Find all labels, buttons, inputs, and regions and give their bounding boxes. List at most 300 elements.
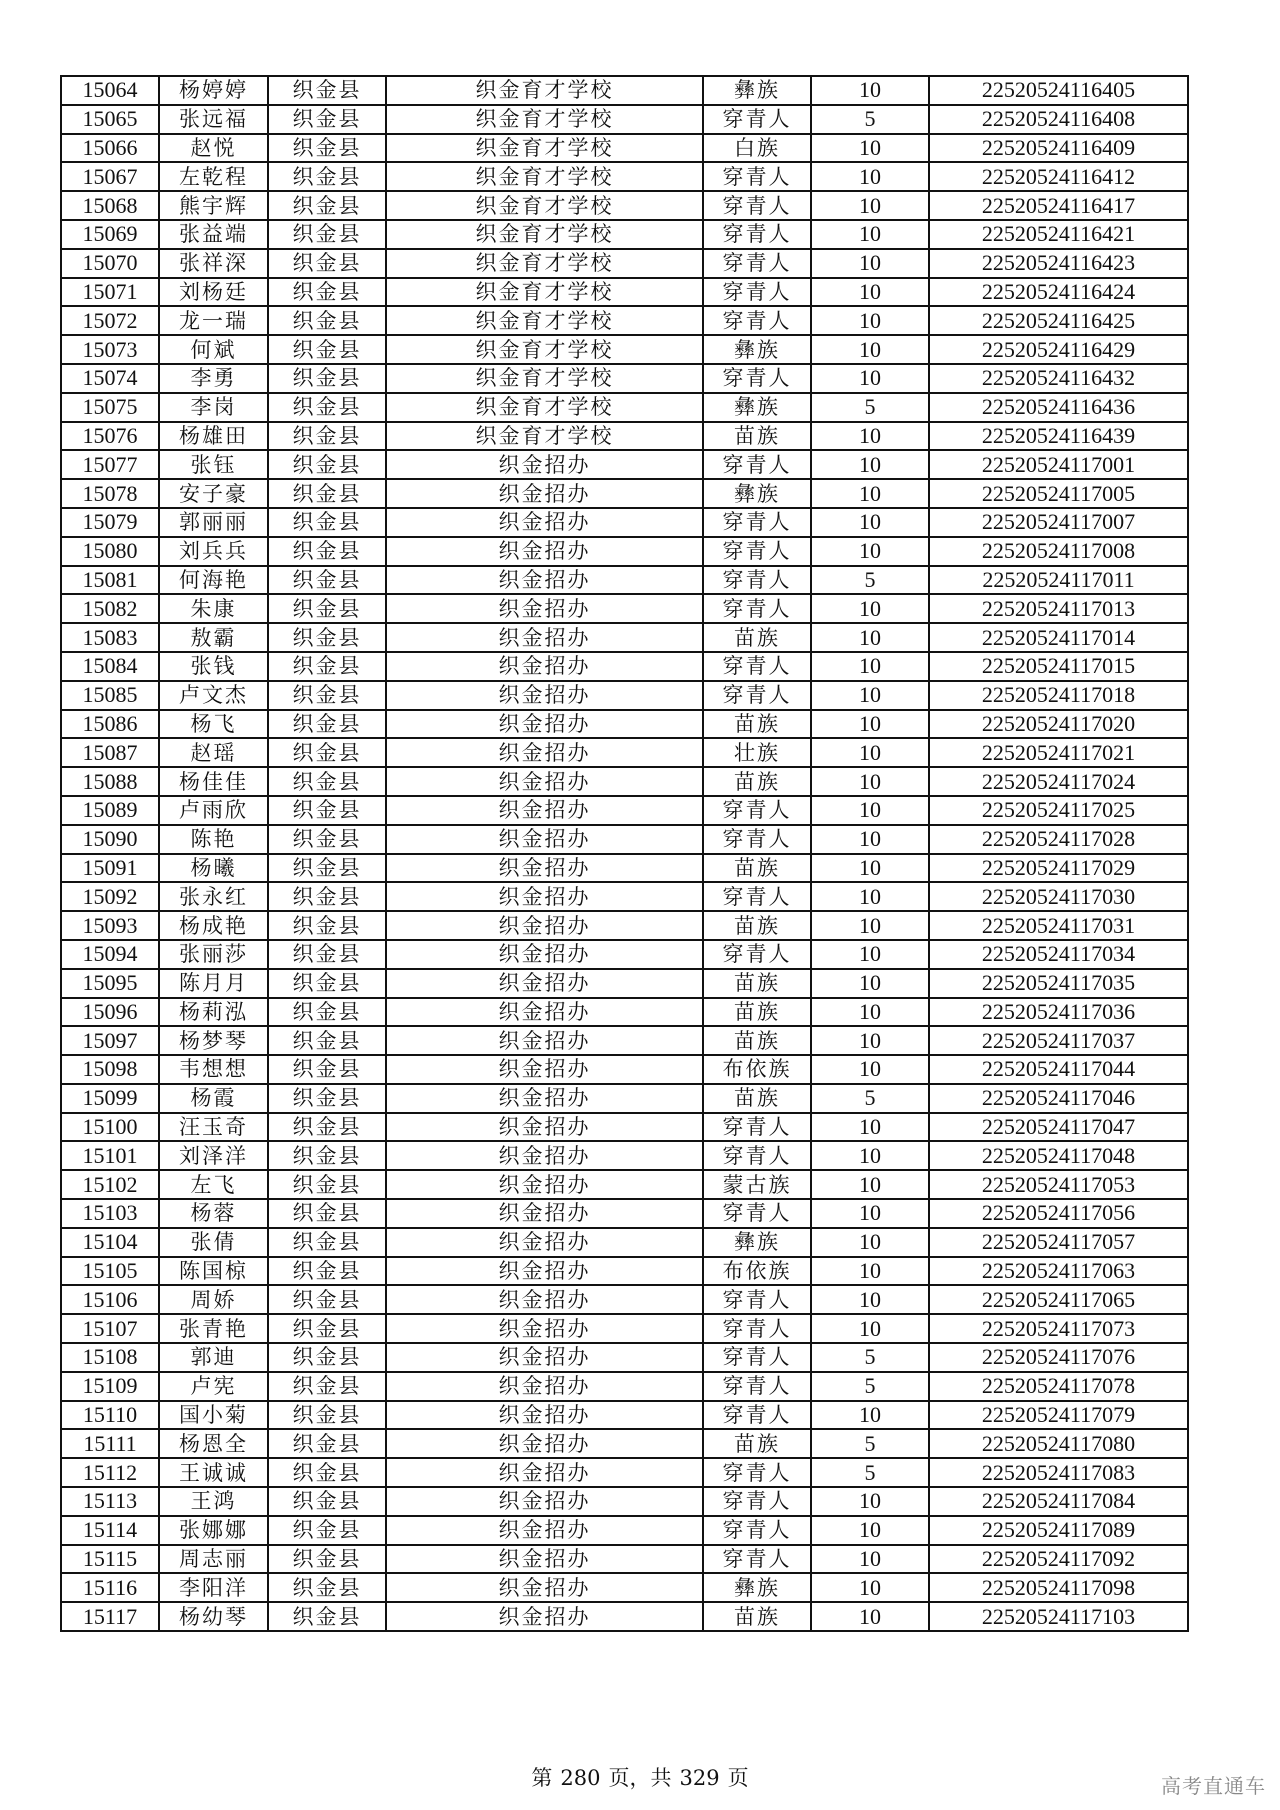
- county-cell: 织金县: [268, 681, 386, 710]
- table-row: [61, 479, 1188, 508]
- ethnicity-cell: 穿青人: [703, 652, 811, 681]
- ethnicity-cell: 苗族: [703, 767, 811, 796]
- county-cell: 织金县: [268, 1516, 386, 1545]
- serial-number-cell: 15064: [61, 76, 159, 105]
- exam-id-cell: 22520524117005: [929, 479, 1188, 508]
- serial-number-cell: 15068: [61, 191, 159, 220]
- bonus-points-cell: 10: [811, 969, 929, 998]
- ethnicity-cell: 穿青人: [703, 566, 811, 595]
- county-cell: 织金县: [268, 278, 386, 307]
- ethnicity-cell: 穿青人: [703, 1199, 811, 1228]
- exam-id-cell: 22520524116421: [929, 220, 1188, 249]
- name-cell: 杨成艳: [159, 911, 268, 940]
- county-cell: 织金县: [268, 710, 386, 739]
- bonus-points-cell: 10: [811, 767, 929, 796]
- county-cell: 织金县: [268, 191, 386, 220]
- school-cell: 织金招办: [386, 1113, 703, 1142]
- county-cell: 织金县: [268, 105, 386, 134]
- exam-id-cell: 22520524117013: [929, 594, 1188, 623]
- table-row: [61, 508, 1188, 537]
- school-cell: 织金招办: [386, 1343, 703, 1372]
- ethnicity-cell: 穿青人: [703, 1285, 811, 1314]
- page-footer: [0, 1762, 1280, 1792]
- bonus-points-cell: 5: [811, 1343, 929, 1372]
- ethnicity-cell: 苗族: [703, 998, 811, 1027]
- name-cell: 韦想想: [159, 1055, 268, 1084]
- watermark: 高考直通车: [1161, 1774, 1266, 1798]
- exam-id-cell: 22520524117001: [929, 450, 1188, 479]
- exam-id-cell: 22520524117031: [929, 911, 1188, 940]
- name-cell: 李岗: [159, 393, 268, 422]
- serial-number-cell: 15066: [61, 134, 159, 163]
- county-cell: 织金县: [268, 1084, 386, 1113]
- table-row: [61, 306, 1188, 335]
- ethnicity-cell: 彝族: [703, 1573, 811, 1602]
- serial-number-cell: 15113: [61, 1487, 159, 1516]
- name-cell: 周娇: [159, 1285, 268, 1314]
- name-cell: 龙一瑞: [159, 306, 268, 335]
- ethnicity-cell: 穿青人: [703, 249, 811, 278]
- bonus-points-cell: 5: [811, 105, 929, 134]
- exam-id-cell: 22520524116429: [929, 335, 1188, 364]
- table-row: [61, 105, 1188, 134]
- county-cell: 织金县: [268, 1199, 386, 1228]
- bonus-points-cell: 10: [811, 508, 929, 537]
- school-cell: 织金招办: [386, 1314, 703, 1343]
- bonus-points-cell: 10: [811, 1199, 929, 1228]
- serial-number-cell: 15110: [61, 1401, 159, 1430]
- serial-number-cell: 15073: [61, 335, 159, 364]
- table-row: [61, 1084, 1188, 1113]
- serial-number-cell: 15087: [61, 738, 159, 767]
- bonus-points-cell: 5: [811, 1372, 929, 1401]
- ethnicity-cell: 彝族: [703, 335, 811, 364]
- county-cell: 织金县: [268, 566, 386, 595]
- name-cell: 卢文杰: [159, 681, 268, 710]
- bonus-points-cell: 10: [811, 911, 929, 940]
- exam-id-cell: 22520524116423: [929, 249, 1188, 278]
- serial-number-cell: 15094: [61, 940, 159, 969]
- table-row: [61, 1458, 1188, 1487]
- bonus-points-cell: 10: [811, 1602, 929, 1631]
- table-row: [61, 335, 1188, 364]
- serial-number-cell: 15076: [61, 422, 159, 451]
- name-cell: 陈艳: [159, 825, 268, 854]
- name-cell: 王鸿: [159, 1487, 268, 1516]
- serial-number-cell: 15082: [61, 594, 159, 623]
- county-cell: 织金县: [268, 1372, 386, 1401]
- exam-id-cell: 22520524117080: [929, 1429, 1188, 1458]
- name-cell: 杨婷婷: [159, 76, 268, 105]
- ethnicity-cell: 穿青人: [703, 1458, 811, 1487]
- table-row: [61, 911, 1188, 940]
- name-cell: 杨恩全: [159, 1429, 268, 1458]
- serial-number-cell: 15070: [61, 249, 159, 278]
- ethnicity-cell: 穿青人: [703, 537, 811, 566]
- school-cell: 织金招办: [386, 1573, 703, 1602]
- serial-number-cell: 15071: [61, 278, 159, 307]
- table-row: [61, 1113, 1188, 1142]
- school-cell: 织金招办: [386, 1257, 703, 1286]
- score-table: [60, 75, 1189, 1632]
- name-cell: 陈国椋: [159, 1257, 268, 1286]
- county-cell: 织金县: [268, 998, 386, 1027]
- county-cell: 织金县: [268, 1314, 386, 1343]
- serial-number-cell: 15075: [61, 393, 159, 422]
- serial-number-cell: 15069: [61, 220, 159, 249]
- name-cell: 王诚诚: [159, 1458, 268, 1487]
- exam-id-cell: 22520524117008: [929, 537, 1188, 566]
- bonus-points-cell: 10: [811, 796, 929, 825]
- name-cell: 何斌: [159, 335, 268, 364]
- exam-id-cell: 22520524117083: [929, 1458, 1188, 1487]
- name-cell: 杨佳佳: [159, 767, 268, 796]
- school-cell: 织金招办: [386, 882, 703, 911]
- bonus-points-cell: 10: [811, 1170, 929, 1199]
- county-cell: 织金县: [268, 393, 386, 422]
- county-cell: 织金县: [268, 1458, 386, 1487]
- name-cell: 刘泽洋: [159, 1141, 268, 1170]
- name-cell: 卢雨欣: [159, 796, 268, 825]
- table-row: [61, 1170, 1188, 1199]
- ethnicity-cell: 穿青人: [703, 1487, 811, 1516]
- county-cell: 织金县: [268, 825, 386, 854]
- county-cell: 织金县: [268, 1401, 386, 1430]
- county-cell: 织金县: [268, 450, 386, 479]
- school-cell: 织金招办: [386, 681, 703, 710]
- ethnicity-cell: 穿青人: [703, 1314, 811, 1343]
- table-row: [61, 1545, 1188, 1574]
- county-cell: 织金县: [268, 306, 386, 335]
- table-row: [61, 162, 1188, 191]
- exam-id-cell: 22520524117073: [929, 1314, 1188, 1343]
- school-cell: 织金招办: [386, 1429, 703, 1458]
- bonus-points-cell: 10: [811, 825, 929, 854]
- school-cell: 织金招办: [386, 969, 703, 998]
- name-cell: 张丽莎: [159, 940, 268, 969]
- ethnicity-cell: 穿青人: [703, 1113, 811, 1142]
- exam-id-cell: 22520524116425: [929, 306, 1188, 335]
- ethnicity-cell: 苗族: [703, 1084, 811, 1113]
- exam-id-cell: 22520524117076: [929, 1343, 1188, 1372]
- serial-number-cell: 15079: [61, 508, 159, 537]
- exam-id-cell: 22520524117018: [929, 681, 1188, 710]
- table-row: [61, 825, 1188, 854]
- name-cell: 郭迪: [159, 1343, 268, 1372]
- county-cell: 织金县: [268, 76, 386, 105]
- bonus-points-cell: 10: [811, 1026, 929, 1055]
- bonus-points-cell: 10: [811, 1113, 929, 1142]
- school-cell: 织金招办: [386, 1084, 703, 1113]
- bonus-points-cell: 5: [811, 393, 929, 422]
- name-cell: 国小菊: [159, 1401, 268, 1430]
- serial-number-cell: 15108: [61, 1343, 159, 1372]
- county-cell: 织金县: [268, 1545, 386, 1574]
- ethnicity-cell: 彝族: [703, 393, 811, 422]
- name-cell: 杨曦: [159, 854, 268, 883]
- school-cell: 织金招办: [386, 1141, 703, 1170]
- name-cell: 左飞: [159, 1170, 268, 1199]
- bonus-points-cell: 10: [811, 652, 929, 681]
- bonus-points-cell: 10: [811, 998, 929, 1027]
- bonus-points-cell: 10: [811, 249, 929, 278]
- school-cell: 织金招办: [386, 623, 703, 652]
- school-cell: 织金招办: [386, 450, 703, 479]
- ethnicity-cell: 穿青人: [703, 278, 811, 307]
- name-cell: 陈月月: [159, 969, 268, 998]
- exam-id-cell: 22520524117011: [929, 566, 1188, 595]
- county-cell: 织金县: [268, 1170, 386, 1199]
- county-cell: 织金县: [268, 1285, 386, 1314]
- table-row: [61, 710, 1188, 739]
- bonus-points-cell: 10: [811, 364, 929, 393]
- ethnicity-cell: 穿青人: [703, 1372, 811, 1401]
- school-cell: 织金招办: [386, 652, 703, 681]
- exam-id-cell: 22520524117014: [929, 623, 1188, 652]
- ethnicity-cell: 苗族: [703, 969, 811, 998]
- school-cell: 织金招办: [386, 854, 703, 883]
- name-cell: 张永红: [159, 882, 268, 911]
- exam-id-cell: 22520524116417: [929, 191, 1188, 220]
- bonus-points-cell: 10: [811, 220, 929, 249]
- exam-id-cell: 22520524116436: [929, 393, 1188, 422]
- exam-id-cell: 22520524117025: [929, 796, 1188, 825]
- ethnicity-cell: 穿青人: [703, 1516, 811, 1545]
- table-row: [61, 450, 1188, 479]
- serial-number-cell: 15116: [61, 1573, 159, 1602]
- name-cell: 杨梦琴: [159, 1026, 268, 1055]
- county-cell: 织金县: [268, 1487, 386, 1516]
- name-cell: 刘兵兵: [159, 537, 268, 566]
- school-cell: 织金招办: [386, 537, 703, 566]
- ethnicity-cell: 穿青人: [703, 940, 811, 969]
- school-cell: 织金育才学校: [386, 364, 703, 393]
- exam-id-cell: 22520524117057: [929, 1228, 1188, 1257]
- ethnicity-cell: 穿青人: [703, 1401, 811, 1430]
- ethnicity-cell: 穿青人: [703, 1343, 811, 1372]
- table-row: [61, 220, 1188, 249]
- county-cell: 织金县: [268, 220, 386, 249]
- name-cell: 朱康: [159, 594, 268, 623]
- school-cell: 织金招办: [386, 1199, 703, 1228]
- bonus-points-cell: 10: [811, 854, 929, 883]
- table-row: [61, 1516, 1188, 1545]
- ethnicity-cell: 苗族: [703, 1602, 811, 1631]
- serial-number-cell: 15065: [61, 105, 159, 134]
- serial-number-cell: 15111: [61, 1429, 159, 1458]
- exam-id-cell: 22520524116424: [929, 278, 1188, 307]
- school-cell: 织金招办: [386, 1602, 703, 1631]
- name-cell: 张钰: [159, 450, 268, 479]
- serial-number-cell: 15097: [61, 1026, 159, 1055]
- school-cell: 织金招办: [386, 1170, 703, 1199]
- county-cell: 织金县: [268, 537, 386, 566]
- bonus-points-cell: 10: [811, 450, 929, 479]
- table-row: [61, 1573, 1188, 1602]
- bonus-points-cell: 10: [811, 1401, 929, 1430]
- school-cell: 织金招办: [386, 594, 703, 623]
- table-row: [61, 1429, 1188, 1458]
- school-cell: 织金育才学校: [386, 162, 703, 191]
- bonus-points-cell: 10: [811, 882, 929, 911]
- school-cell: 织金招办: [386, 1228, 703, 1257]
- county-cell: 织金县: [268, 422, 386, 451]
- table-row: [61, 969, 1188, 998]
- table-row: [61, 1314, 1188, 1343]
- county-cell: 织金县: [268, 1343, 386, 1372]
- name-cell: 张祥深: [159, 249, 268, 278]
- table-row: [61, 681, 1188, 710]
- name-cell: 熊宇辉: [159, 191, 268, 220]
- ethnicity-cell: 穿青人: [703, 450, 811, 479]
- exam-id-cell: 22520524116432: [929, 364, 1188, 393]
- serial-number-cell: 15080: [61, 537, 159, 566]
- serial-number-cell: 15102: [61, 1170, 159, 1199]
- school-cell: 织金育才学校: [386, 134, 703, 163]
- serial-number-cell: 15090: [61, 825, 159, 854]
- bonus-points-cell: 10: [811, 306, 929, 335]
- bonus-points-cell: 10: [811, 594, 929, 623]
- school-cell: 织金招办: [386, 1516, 703, 1545]
- school-cell: 织金招办: [386, 1285, 703, 1314]
- school-cell: 织金育才学校: [386, 191, 703, 220]
- school-cell: 织金招办: [386, 796, 703, 825]
- bonus-points-cell: 10: [811, 1487, 929, 1516]
- county-cell: 织金县: [268, 969, 386, 998]
- name-cell: 汪玉奇: [159, 1113, 268, 1142]
- exam-id-cell: 22520524117053: [929, 1170, 1188, 1199]
- table-row: [61, 191, 1188, 220]
- exam-id-cell: 22520524117056: [929, 1199, 1188, 1228]
- ethnicity-cell: 穿青人: [703, 162, 811, 191]
- table-row: [61, 1228, 1188, 1257]
- exam-id-cell: 22520524117024: [929, 767, 1188, 796]
- exam-id-cell: 22520524117037: [929, 1026, 1188, 1055]
- serial-number-cell: 15072: [61, 306, 159, 335]
- table-row: [61, 594, 1188, 623]
- ethnicity-cell: 白族: [703, 134, 811, 163]
- serial-number-cell: 15091: [61, 854, 159, 883]
- ethnicity-cell: 彝族: [703, 479, 811, 508]
- table-row: [61, 796, 1188, 825]
- exam-id-cell: 22520524117089: [929, 1516, 1188, 1545]
- table-row: [61, 1401, 1188, 1430]
- ethnicity-cell: 壮族: [703, 738, 811, 767]
- page-prefix: 第: [531, 1766, 553, 1790]
- ethnicity-cell: 苗族: [703, 911, 811, 940]
- name-cell: 周志丽: [159, 1545, 268, 1574]
- exam-id-cell: 22520524117020: [929, 710, 1188, 739]
- school-cell: 织金招办: [386, 998, 703, 1027]
- ethnicity-cell: 彝族: [703, 76, 811, 105]
- school-cell: 织金招办: [386, 738, 703, 767]
- table-row: [61, 1602, 1188, 1631]
- serial-number-cell: 15117: [61, 1602, 159, 1631]
- serial-number-cell: 15114: [61, 1516, 159, 1545]
- exam-id-cell: 22520524117079: [929, 1401, 1188, 1430]
- table-row: [61, 422, 1188, 451]
- county-cell: 织金县: [268, 1228, 386, 1257]
- serial-number-cell: 15081: [61, 566, 159, 595]
- ethnicity-cell: 穿青人: [703, 306, 811, 335]
- table-row: [61, 738, 1188, 767]
- serial-number-cell: 15095: [61, 969, 159, 998]
- bonus-points-cell: 10: [811, 479, 929, 508]
- bonus-points-cell: 10: [811, 335, 929, 364]
- county-cell: 织金县: [268, 854, 386, 883]
- county-cell: 织金县: [268, 1113, 386, 1142]
- name-cell: 杨雄田: [159, 422, 268, 451]
- ethnicity-cell: 穿青人: [703, 882, 811, 911]
- school-cell: 织金育才学校: [386, 306, 703, 335]
- bonus-points-cell: 10: [811, 940, 929, 969]
- exam-id-cell: 22520524117048: [929, 1141, 1188, 1170]
- county-cell: 织金县: [268, 1573, 386, 1602]
- table-row: [61, 134, 1188, 163]
- name-cell: 赵悦: [159, 134, 268, 163]
- bonus-points-cell: 10: [811, 278, 929, 307]
- school-cell: 织金育才学校: [386, 76, 703, 105]
- county-cell: 织金县: [268, 162, 386, 191]
- table-row: [61, 1141, 1188, 1170]
- table-body: [61, 76, 1188, 1631]
- name-cell: 张远福: [159, 105, 268, 134]
- ethnicity-cell: 穿青人: [703, 796, 811, 825]
- school-cell: 织金招办: [386, 1545, 703, 1574]
- county-cell: 织金县: [268, 940, 386, 969]
- serial-number-cell: 15077: [61, 450, 159, 479]
- bonus-points-cell: 5: [811, 1084, 929, 1113]
- page-total: 329: [679, 1766, 720, 1790]
- ethnicity-cell: 穿青人: [703, 594, 811, 623]
- serial-number-cell: 15092: [61, 882, 159, 911]
- bonus-points-cell: 10: [811, 162, 929, 191]
- table-row: [61, 1487, 1188, 1516]
- exam-id-cell: 22520524116408: [929, 105, 1188, 134]
- serial-number-cell: 15074: [61, 364, 159, 393]
- school-cell: 织金育才学校: [386, 278, 703, 307]
- name-cell: 杨蓉: [159, 1199, 268, 1228]
- bonus-points-cell: 10: [811, 1545, 929, 1574]
- exam-id-cell: 22520524117029: [929, 854, 1188, 883]
- exam-id-cell: 22520524117084: [929, 1487, 1188, 1516]
- ethnicity-cell: 苗族: [703, 422, 811, 451]
- serial-number-cell: 15112: [61, 1458, 159, 1487]
- school-cell: 织金招办: [386, 940, 703, 969]
- exam-id-cell: 22520524117035: [929, 969, 1188, 998]
- serial-number-cell: 15067: [61, 162, 159, 191]
- table-row: [61, 1199, 1188, 1228]
- bonus-points-cell: 10: [811, 1141, 929, 1170]
- serial-number-cell: 15109: [61, 1372, 159, 1401]
- county-cell: 织金县: [268, 508, 386, 537]
- bonus-points-cell: 10: [811, 681, 929, 710]
- table-row: [61, 882, 1188, 911]
- county-cell: 织金县: [268, 767, 386, 796]
- bonus-points-cell: 5: [811, 1458, 929, 1487]
- name-cell: 杨飞: [159, 710, 268, 739]
- county-cell: 织金县: [268, 911, 386, 940]
- ethnicity-cell: 彝族: [703, 1228, 811, 1257]
- name-cell: 张益端: [159, 220, 268, 249]
- name-cell: 郭丽丽: [159, 508, 268, 537]
- exam-id-cell: 22520524116439: [929, 422, 1188, 451]
- name-cell: 李勇: [159, 364, 268, 393]
- serial-number-cell: 15078: [61, 479, 159, 508]
- bonus-points-cell: 10: [811, 1573, 929, 1602]
- serial-number-cell: 15098: [61, 1055, 159, 1084]
- table-row: [61, 566, 1188, 595]
